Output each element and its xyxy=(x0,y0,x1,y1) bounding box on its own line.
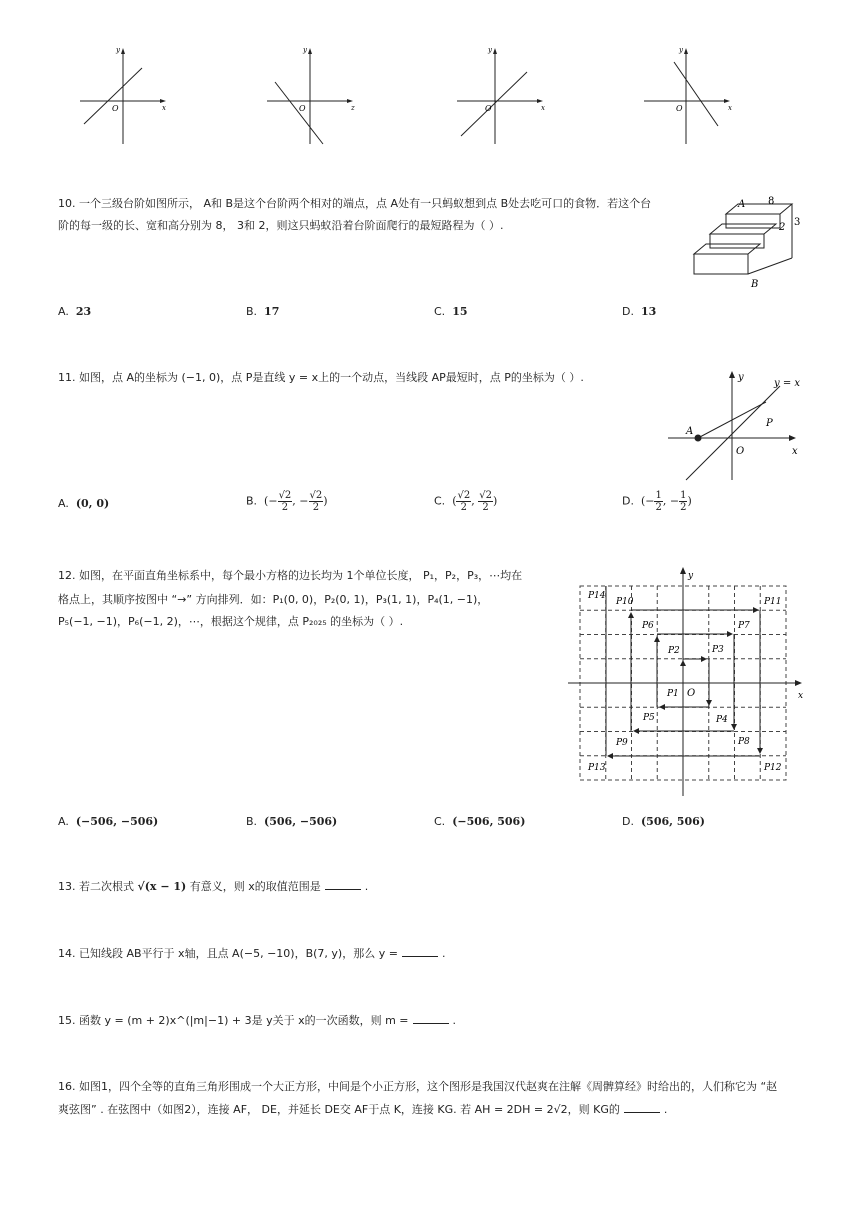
paren: (− xyxy=(264,494,278,508)
y-axis-label: y xyxy=(116,46,120,54)
denominator: 2 xyxy=(680,502,687,513)
separator: , − xyxy=(292,494,309,508)
y-axis-label: y xyxy=(688,571,694,581)
q14-end: . xyxy=(441,947,446,960)
y-axis-label: y xyxy=(488,46,492,54)
option-value: 17 xyxy=(264,305,280,318)
fraction xyxy=(654,490,662,513)
separator: , xyxy=(471,494,479,508)
option-letter: A. xyxy=(58,497,69,510)
paren: ( xyxy=(452,494,457,508)
p10-label: P10 xyxy=(616,597,634,607)
p6-label: P6 xyxy=(642,621,654,631)
origin-label: O xyxy=(736,446,745,457)
p11-label: P11 xyxy=(764,597,782,607)
paren: ) xyxy=(323,494,328,508)
staircase-figure xyxy=(688,192,813,292)
q12-text-line2: 格点上，其顺序按图中 “→” 方向排列．如：P₁(0, 0)，P₂(0, 1)，P₃(1, 1)，P₄(1, −1)， xyxy=(58,593,489,606)
x-axis-label: x xyxy=(792,446,798,457)
q16-text-line1: 16. 如图1，四个全等的直角三角形围成一个大正方形，中间是个小正方形，这个图形是我国汉代赵爽在注解《周髀算经》时给出的，人们称它为 “赵 xyxy=(58,1080,778,1093)
fraction xyxy=(278,490,293,513)
denominator: 2 xyxy=(482,502,489,513)
option-letter: C. xyxy=(434,305,446,318)
q11-option-d[interactable] xyxy=(622,490,692,513)
option-value: (506, 506) xyxy=(640,815,705,828)
option-letter: D. xyxy=(622,815,634,828)
option-letter: A. xyxy=(58,815,69,828)
q12-option-d[interactable] xyxy=(622,815,705,828)
option-letter: B. xyxy=(246,305,258,318)
p3-label: P3 xyxy=(712,645,724,655)
q10-option-b[interactable] xyxy=(246,305,279,318)
q12-option-a[interactable] xyxy=(58,815,158,828)
x-axis-label: z xyxy=(351,104,355,112)
option-letter: D. xyxy=(622,494,634,508)
q12-text-line1: 12. 如图，在平面直角坐标系中，每个最小方格的边长均为 1个单位长度， P₁，P₂，P₃，⋯均在 xyxy=(58,569,523,582)
height-label: 2 xyxy=(779,222,786,233)
x-axis-label: x xyxy=(798,691,804,701)
answer-blank[interactable] xyxy=(325,879,361,890)
origin-label: O xyxy=(112,104,119,113)
q16-end: . xyxy=(663,1103,668,1116)
fraction xyxy=(456,490,471,513)
option-value: (−506, 506) xyxy=(452,815,526,828)
q12-spiral-grid xyxy=(566,562,808,800)
origin-label: O xyxy=(299,104,306,113)
q14-text xyxy=(58,943,445,965)
p8-label: P8 xyxy=(738,737,750,747)
q12-text-line3: P₅(−1, −1)，P₆(−1, 2)，⋯，根据这个规律，点 P₂₀₂₅ 的坐标为（ ）. xyxy=(58,615,404,628)
paren: ) xyxy=(687,494,692,508)
numerator: 1 xyxy=(655,490,662,501)
denominator: 2 xyxy=(655,502,662,513)
q12-option-b[interactable] xyxy=(246,815,337,828)
q12-option-c[interactable] xyxy=(434,815,525,828)
q13-end: . xyxy=(364,880,369,893)
graph-3 xyxy=(455,44,550,148)
denominator: 2 xyxy=(281,502,289,513)
separator: , − xyxy=(662,494,680,508)
p5-label: P5 xyxy=(643,713,655,723)
q10-text-line2: 阶的每一级的长、宽和高分别为 8， 3和 2，则这只蚂蚁沿着台阶面爬行的最短路程为（ ）. xyxy=(58,219,504,232)
q13-radical: √(x − 1) xyxy=(137,880,187,893)
answer-blank[interactable] xyxy=(413,1013,449,1024)
q10-option-d[interactable] xyxy=(622,305,656,318)
numerator: √2 xyxy=(278,490,292,501)
q11-figure xyxy=(666,368,806,484)
q11-option-a[interactable] xyxy=(58,497,109,510)
option-value: 15 xyxy=(452,305,468,318)
p13-label: P13 xyxy=(588,763,606,773)
answer-blank[interactable] xyxy=(402,946,438,957)
numerator: 1 xyxy=(680,490,687,501)
q10-option-c[interactable] xyxy=(434,305,468,318)
y-axis-label: y xyxy=(303,46,307,54)
option-value: 23 xyxy=(75,305,92,318)
option-letter: B. xyxy=(246,815,258,828)
graph-4 xyxy=(642,44,737,148)
q10-option-a[interactable] xyxy=(58,305,91,318)
q11-text-line1: 11. 如图，点 A的坐标为 (−1, 0)，点 P是直线 y = x上的一个动点，当线段 AP最短时，点 P的坐标为（ ）. xyxy=(58,371,584,384)
q16-line2-prefix: 爽弦图” . 在弦图中（如图2），连接 AF， DE，并延长 DE交 AF于点 K，连接 KG. 若 AH = 2DH = 2√2，则 KG的 xyxy=(58,1103,620,1116)
p9-label: P9 xyxy=(616,738,628,748)
point-b-label: B xyxy=(751,279,759,290)
q13-prefix: 13. 若二次根式 xyxy=(58,880,138,893)
answer-blank[interactable] xyxy=(624,1102,660,1113)
p14-label: P14 xyxy=(588,591,606,601)
p12-label: P12 xyxy=(764,763,782,773)
q15-end: . xyxy=(452,1014,457,1027)
origin-label: O xyxy=(687,688,696,699)
length-label: 8 xyxy=(768,196,775,207)
x-axis-label: x xyxy=(541,104,545,112)
p2-label: P2 xyxy=(668,646,680,656)
y-axis-label: y xyxy=(679,46,683,54)
origin-label: O xyxy=(485,104,492,113)
p1-label: P1 xyxy=(667,689,679,699)
numerator: √2 xyxy=(479,490,492,501)
point-a-label: A xyxy=(738,199,746,210)
p7-label: P7 xyxy=(738,621,750,631)
q14-prefix: 14. 已知线段 AB平行于 x轴，且点 A(−5, −10)，B(7, y)，那么 y = xyxy=(58,947,398,960)
origin-label: O xyxy=(676,104,683,113)
option-letter: D. xyxy=(622,305,634,318)
x-axis-label: x xyxy=(728,104,732,112)
option-value: (506, −506) xyxy=(264,815,338,828)
option-letter: C. xyxy=(434,494,446,508)
option-letter: C. xyxy=(434,815,446,828)
q10-text-line1: 10. 一个三级台阶如图所示， A和 B是这个台阶两个相对的端点，点 A处有一只蚂蚁想到点 B处去吃可口的食物．若这个台 xyxy=(58,197,652,210)
option-value: (0, 0) xyxy=(75,497,110,510)
graph-1 xyxy=(78,44,173,148)
option-value: 13 xyxy=(640,305,657,318)
q15-text xyxy=(58,1010,456,1032)
numerator: √2 xyxy=(457,490,471,501)
option-letter: B. xyxy=(246,494,258,508)
fraction xyxy=(309,490,324,513)
graph-2 xyxy=(265,44,360,148)
x-axis-label: x xyxy=(162,104,166,112)
width-label: 3 xyxy=(794,217,801,228)
q16-text-line2 xyxy=(58,1099,667,1121)
q15-prefix: 15. 函数 y = (m + 2)x^(|m|−1) + 3是 y关于 x的一次函数，则 m = xyxy=(58,1014,409,1027)
q13-suffix: 有意义，则 x的取值范围是 xyxy=(186,880,321,893)
option-letter: A. xyxy=(58,305,69,318)
y-axis-label: y xyxy=(738,372,744,383)
q11-option-b[interactable] xyxy=(246,490,328,513)
point-p-label: P xyxy=(766,418,773,429)
fraction xyxy=(478,490,493,513)
numerator: √2 xyxy=(309,490,323,501)
q13-text xyxy=(58,876,368,898)
line-label: y = x xyxy=(774,378,801,389)
paren: (− xyxy=(640,494,655,508)
paren: ) xyxy=(492,494,498,508)
denominator: 2 xyxy=(312,502,320,513)
option-value: (−506, −506) xyxy=(75,815,159,828)
p4-label: P4 xyxy=(716,715,728,725)
q11-option-c[interactable] xyxy=(434,490,497,513)
denominator: 2 xyxy=(460,502,468,513)
point-a-label: A xyxy=(686,426,694,437)
